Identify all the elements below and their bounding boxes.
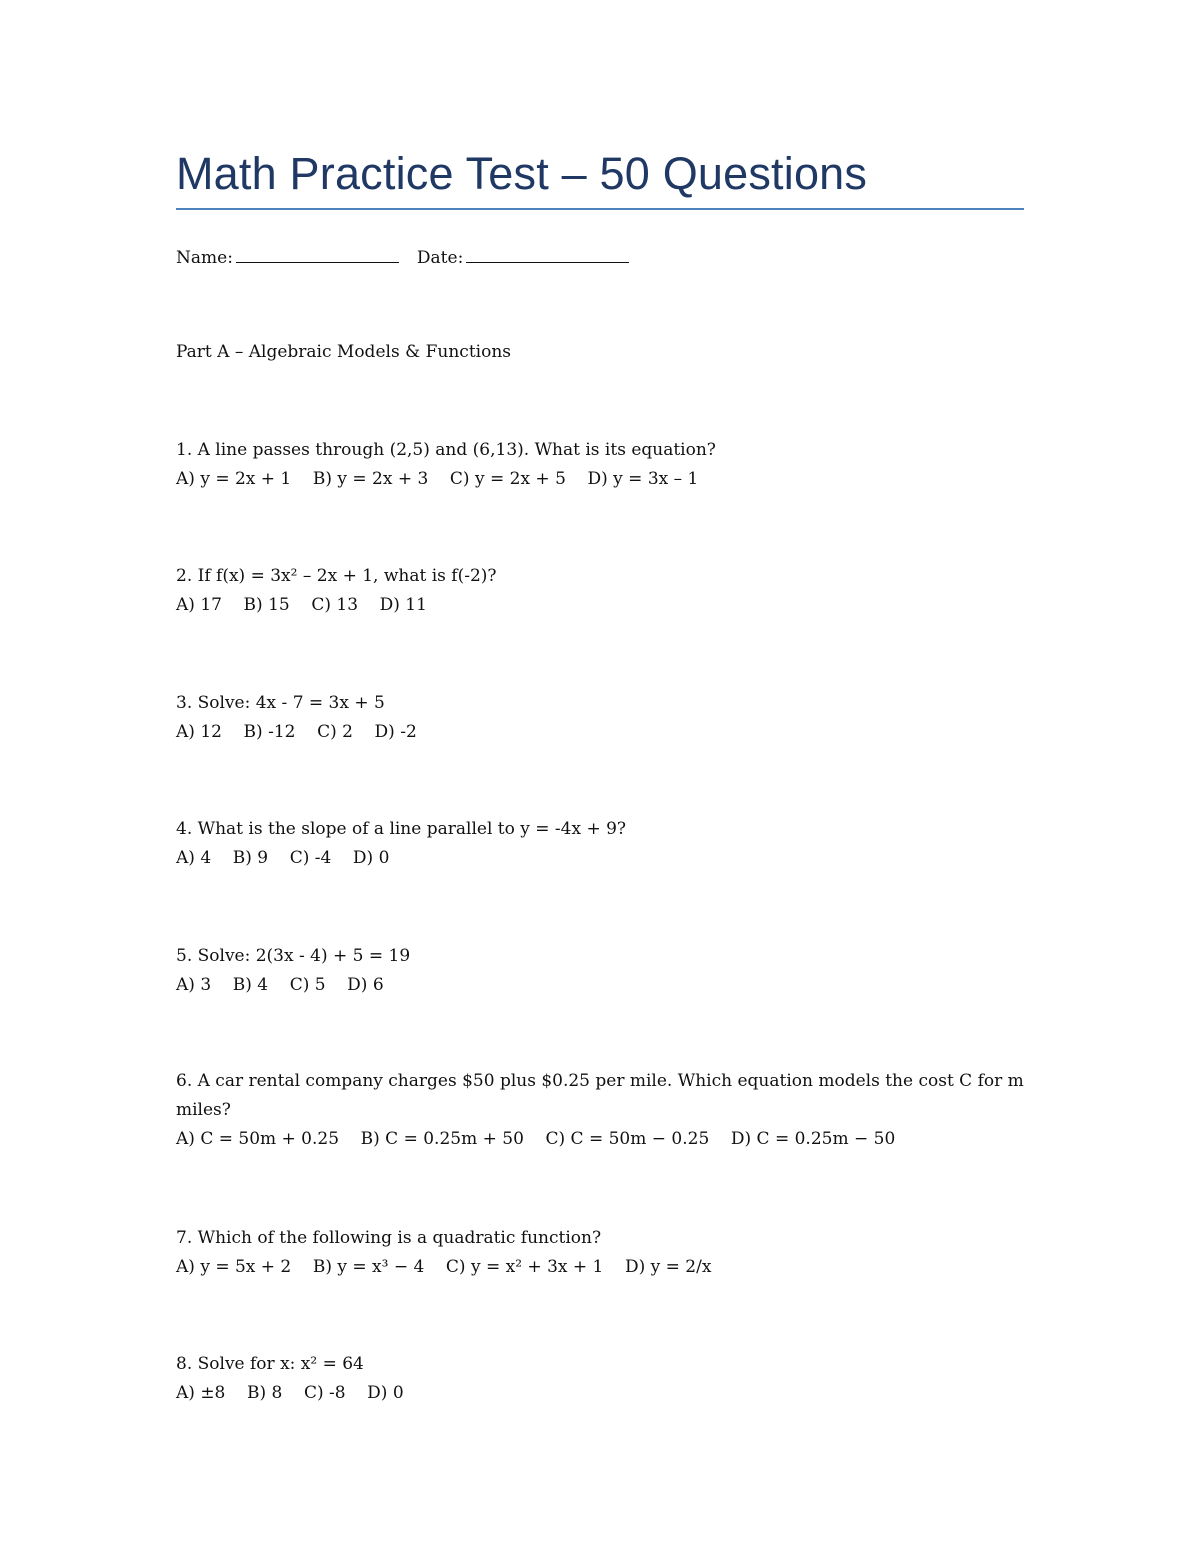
answer-options: A) y = 5x + 2 B) y = x³ − 4 C) y = x² + 3x + 1 D) y = 2/x (176, 1257, 712, 1277)
title-underline (176, 208, 1024, 210)
question-2 (176, 562, 1024, 620)
answer-options: A) ±8 B) 8 C) -8 D) 0 (176, 1383, 404, 1403)
answer-options: A) y = 2x + 1 B) y = 2x + 3 C) y = 2x + 5 D) y = 3x – 1 (176, 469, 699, 489)
question-stem: 7. Which of the following is a quadratic function? (176, 1228, 602, 1248)
date-label: Date: (416, 248, 464, 268)
answer-options: A) 12 B) -12 C) 2 D) -2 (176, 722, 417, 742)
section-heading: Part A – Algebraic Models & Functions (176, 342, 511, 362)
date-blank-line (466, 244, 629, 263)
question-1 (176, 436, 1024, 494)
name-blank-line (236, 244, 399, 263)
question-5 (176, 942, 1024, 1000)
answer-options: A) 3 B) 4 C) 5 D) 6 (176, 975, 384, 995)
question-3 (176, 689, 1024, 747)
question-8 (176, 1350, 1024, 1408)
name-date-fields (176, 244, 629, 268)
question-4 (176, 815, 1024, 873)
page-title: Math Practice Test – 50 Questions (176, 148, 868, 199)
name-label: Name: (176, 248, 233, 268)
question-stem: 5. Solve: 2(3x - 4) + 5 = 19 (176, 946, 411, 966)
question-stem: 6. A car rental company charges $50 plus $0.25 per mile. Which equation models the cost C for m miles? (176, 1071, 1030, 1120)
question-6 (176, 1067, 1030, 1154)
question-stem: 4. What is the slope of a line parallel to y = -4x + 9? (176, 819, 627, 839)
question-stem: 2. If f(x) = 3x² – 2x + 1, what is f(-2)? (176, 566, 497, 586)
question-stem: 3. Solve: 4x - 7 = 3x + 5 (176, 693, 385, 713)
question-stem: 8. Solve for x: x² = 64 (176, 1354, 364, 1374)
answer-options: A) C = 50m + 0.25 B) C = 0.25m + 50 C) C = 50m − 0.25 D) C = 0.25m − 50 (176, 1129, 896, 1149)
answer-options: A) 17 B) 15 C) 13 D) 11 (176, 595, 427, 615)
question-7 (176, 1224, 1024, 1282)
question-stem: 1. A line passes through (2,5) and (6,13). What is its equation? (176, 440, 716, 460)
answer-options: A) 4 B) 9 C) -4 D) 0 (176, 848, 390, 868)
